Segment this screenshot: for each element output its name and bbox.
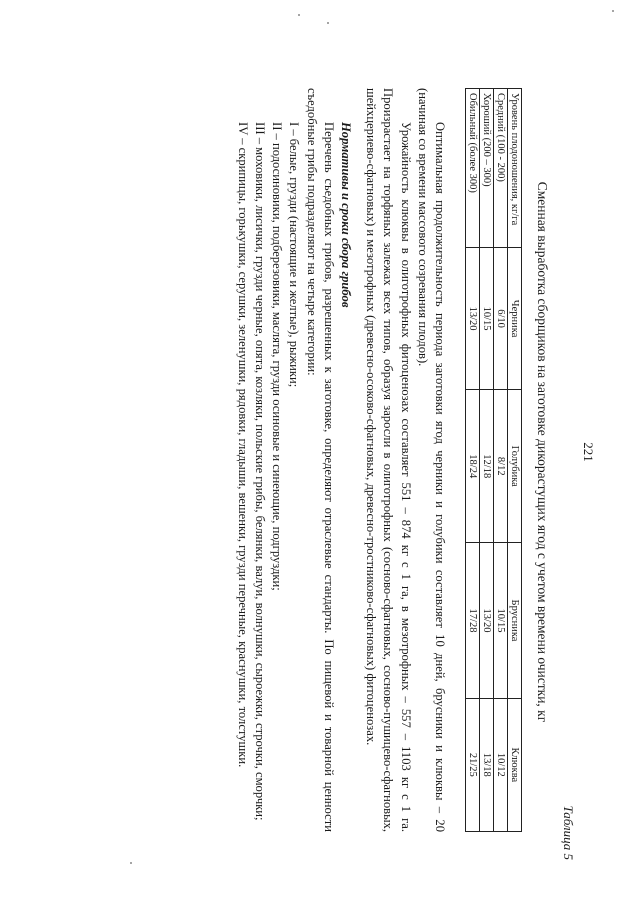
paragraph-gap (354, 88, 362, 832)
table-cell: Средний (100 - 200) (494, 89, 508, 248)
table-cell: Обильный (более 300) (466, 89, 480, 248)
table-cell: 13/20 (466, 248, 480, 390)
paragraph-harvest-period: Оптимальная продолжительность периода заготовки ягод черники и голубики составляет 10 дней, брусники и клюквы – 20 (начиная со времени массового созревания плодов). (415, 88, 447, 832)
table-cell: Хороший (200 – 300) (480, 89, 494, 248)
table-cell: 13/18 (480, 698, 494, 831)
column-header: Голубика (508, 390, 522, 543)
table-cell: 18/24 (466, 390, 480, 543)
section-heading: Нормативы и сроки сбора грибов (338, 122, 353, 308)
scan-speck (298, 14, 300, 16)
table-cell: 10/15 (480, 248, 494, 390)
category-item: II – подосиновики, подберезовики, маслята, грузди осиновые и синеющие, подгруздки; (270, 122, 285, 591)
body-text (234, 88, 448, 832)
scan-speck (327, 22, 329, 24)
table-label: Таблица 5 (561, 805, 576, 860)
column-header: Клюква (508, 698, 522, 831)
scan-speck (612, 10, 614, 12)
table-cell: 13/20 (480, 543, 494, 698)
column-header: Уровень плодоношения, кг/га (508, 89, 522, 248)
yield-table (465, 88, 522, 832)
table-cell: 12/18 (480, 390, 494, 543)
table-row (494, 89, 508, 832)
scan-speck (130, 862, 132, 864)
table-cell: 6/10 (494, 248, 508, 390)
table-cell: 10/12 (494, 698, 508, 831)
category-item: I – белые, грузди (настоящие и желтые), рыжики; (287, 122, 302, 388)
page-number: 221 (581, 442, 596, 462)
table-cell: 8/12 (494, 390, 508, 543)
table-header-row (508, 89, 522, 832)
table-cell: 17/28 (466, 543, 480, 698)
column-header: Брусника (508, 543, 522, 698)
category-item: IV – скрипицы, горькушки, серушки, зеленушки, рядовки, гладыши, вешенки, грузди перечные, краснушки, толстушки. (235, 122, 250, 768)
column-header: Черника (508, 248, 522, 390)
table-cell: 10/15 (494, 543, 508, 698)
paragraph-cranberry-yield: Урожайность клюквы в олиготрофных фитоценозах составляет 551 – 874 кг с 1 га, в мезотрофных – 557 – 1103 кг с 1 га. Произрастает на торфяных залежах всех типов, образуя заросли в олиготрофных (сосново-сфагновых, сосново-пушицево-сфагновых, шейхцериево-сфагновых) и мезотрофных (древесно-осоково-сфагновых, древесно-тростниково-сфагновых) фитоценозах. (364, 88, 413, 832)
table-cell: 21/25 (466, 698, 480, 831)
table-row (466, 89, 480, 832)
table-caption: Сменная выработка сборщиков на заготовке дикорастущих ягод с учетом времени очистки, кг (535, 181, 550, 723)
rotated-content (20, 32, 600, 872)
paragraph-mushroom-list: Перечень съедобных грибов, разрешенных к заготовке, определяют отраслевые стандарты. По пищевой и товарной ценности съедобные грибы подразделяют на четыре категории: (304, 88, 336, 832)
category-item: III – моховики, лисички, грузди черные, опята, козляки, польские грибы, белянки, валуи, волнушки, сыроежки, строчки, сморчки; (252, 122, 267, 821)
table-row (480, 89, 494, 832)
